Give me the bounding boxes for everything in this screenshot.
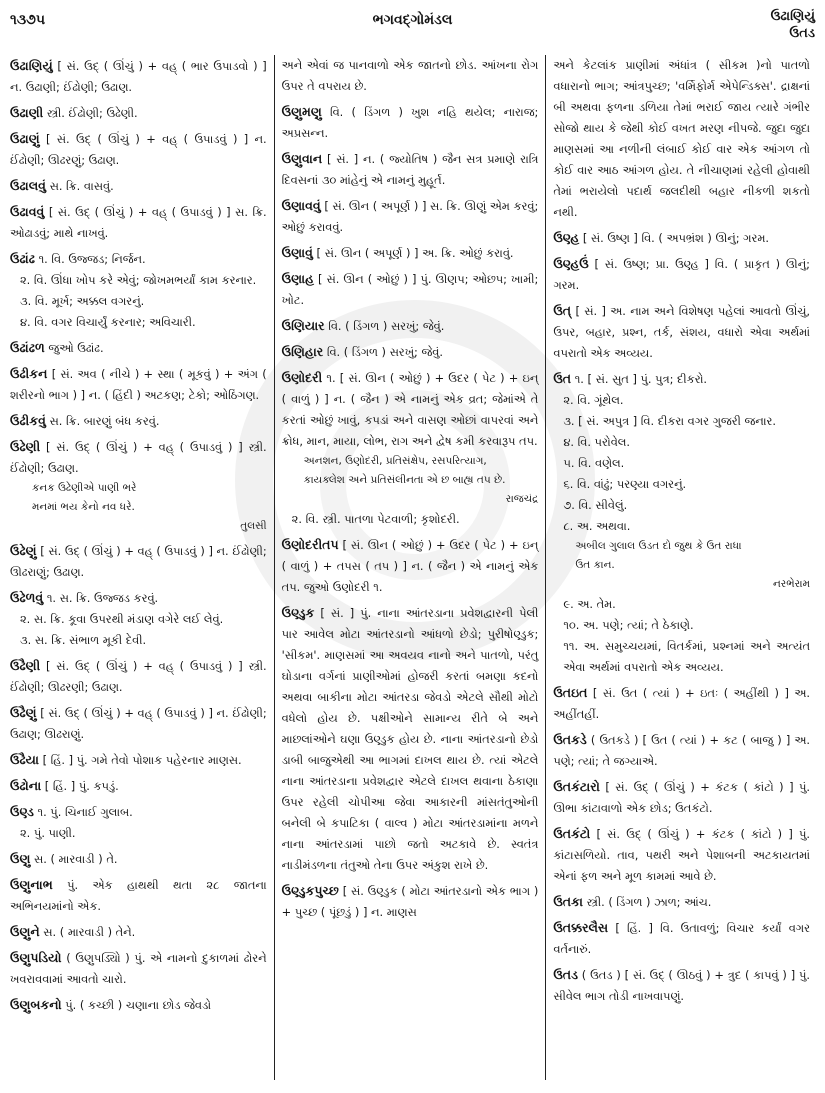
headword: ઉણાવું [281, 245, 313, 260]
headword: ઉતકંટારો [553, 779, 600, 794]
sense: ૨. વિ. ગૂંથેલ. [563, 393, 624, 407]
headword: ઉઢોના [10, 778, 42, 793]
dictionary-entry [282, 195, 539, 238]
dictionary-entry [10, 655, 267, 698]
sense: ૩. [ સં. અપુત્ર ] વિ. દીકરા વગર ગુજરી જનાર. [563, 414, 777, 428]
dictionary-entry [10, 702, 267, 745]
dictionary-entry [10, 201, 267, 244]
headword: ઉઢેળવું [10, 590, 44, 605]
definition: [ સં. ઉદ્ ( ઊંચું ) + વહ્ ( ઉપાડવું ) ] ન. ઈંઢોણી; ઊઢરણું; ઉઢાણ. [10, 132, 267, 167]
headword: ઉતક્કરલૈસ [553, 920, 609, 935]
dictionary-entry [10, 337, 267, 359]
definition: [ સં. અવ ( નીચે ) + સ્થા ( મૂકવું ) + અંગ ( શરીરનો ભાગ ) ] ન. ( હિંદી ) અટકણ; ટેકો; ઓઠિંગણ. [10, 367, 267, 402]
dictionary-entry [282, 315, 539, 337]
definition: [ સં. ] ન. ( જ્યોતિષ ) જૈન સત્ર પ્રમાણે રાત્રિ દિવસનાં ૩૦ માંહેનું એ નામનું મુહૂર્ત. [281, 152, 539, 187]
sense: ૨. વિ. સ્ત્રી. પાતળા પેટવાળી; કૃશોદરી. [291, 512, 460, 526]
sense: ૫. વિ. વણેલ. [563, 456, 625, 470]
quote-line: મનમાં ભય કેનો નવ ધરે. [32, 501, 135, 513]
sense: ૪. વિ. વગર વિચાર્યું કરનાર; અવિચારી. [20, 315, 196, 329]
quote-line: કનક ઉઢેણીએ પાણી ભરે [32, 482, 137, 494]
headword: ઉઢૈણું [10, 705, 37, 720]
definition: ૧. [ સં. ઊન ( ઓછું ) + ઉદર ( પેટ ) + ઇન્ ( વાળું ) ] ન. ( જૈન ) એ નામનું એક વ્રત; જેમાંએ તે કરતાં ઓછું ખાવું, કપડાં અને વાસણ ઓછાં વાપરવાં અને ક્રોધ, માન, માયા, લોભ, રાગ અને દ્વેષ કમી કરવારૂપ તપ. [281, 371, 539, 448]
headword: ઉણોદરી [281, 370, 323, 385]
sense: ૯. અ. તેમ. [563, 597, 616, 611]
definition: વિ. ( ડિંગળ ) સરખું; જેવું. [326, 345, 444, 359]
guide-word-last: ઉતડ [789, 26, 815, 41]
column-middle [275, 55, 547, 1080]
definition: [ સં. ઊન ( અપૂર્ણ ) ] અ. ક્રિ. ઓછું કરાવું. [316, 246, 514, 260]
definition: અને એવાં જ પાનવાળો એક જાતનો છોડ. આંખના રોગ ઉપર તે વપરાય છે. [281, 58, 539, 93]
definition: વિ. ( ડિંગળ ) સરખું; જેવું. [328, 319, 445, 333]
headword: ઉણુનાભ [10, 877, 53, 892]
headword: ઉઢાણિયું [10, 58, 53, 73]
headword: ઉણુવાન [281, 151, 323, 166]
dictionary-entry [10, 848, 267, 870]
dictionary-entry [553, 300, 810, 364]
dictionary-entry [553, 917, 810, 960]
quote-attribution: નરભેરામ [772, 578, 811, 590]
headword: ઉણુને [10, 924, 40, 939]
definition: [ સં. ઉદ્ ( ઊંચું ) + વહ્ ( ભાર ઉપાડવો ) ] ન. ઉઢાણી; ઈંઢોણી; ઉઢાણ. [10, 59, 267, 94]
definition: સ્ત્રી. ( ડિંગળ ) ઝાળ; આંચ. [586, 895, 712, 909]
dictionary-entry [10, 749, 267, 771]
headword: ઉણ્ડુકપુચ્છ [281, 883, 339, 898]
book-title: ભગવદ્ગોમંડલ [372, 12, 453, 28]
headword: ઉણુ [10, 851, 31, 866]
guide-words [771, 8, 815, 42]
headword: ઉણ્ડ [10, 804, 34, 819]
sense: ૨. વિ. ઊંધા ખોપ કરે એવું; જોખમભર્યાં કામ કરનાર. [20, 273, 257, 287]
dictionary-entry [10, 436, 267, 536]
headword: ઉત [553, 371, 572, 386]
dictionary-entry [553, 253, 810, 296]
dictionary-entry [553, 823, 810, 887]
definition: [ સં. ઉષ્ણ; પ્રા. ઉણ્હ ] વિ. ( પ્રાકૃત ) ઊનું; ગરમ. [553, 257, 811, 292]
definition: ૧. વિ. ઉજ્જડ; નિર્જન. [38, 252, 146, 266]
headword: ઉણુપડિયો [10, 950, 62, 965]
sense: ૪. વિ. પરોવેલ. [563, 435, 631, 449]
definition: [ સં. ઉદ્ ( ઊંચું ) + વહ્ ( ઉપાડવું ) ] સ. ક્રિ. ઓઢાડવું; માથે નાખવું. [10, 205, 267, 240]
dictionary-entry [553, 729, 810, 772]
definition: ૧. પું. ચિનાઈ ગુલાબ. [37, 805, 133, 819]
definition: [ સં. ઉદ્ ( ઊંચું ) + વહ્ ( ઉપાડવું ) ] ન. ઈંઢોણી; ઊઢરાણું; ઉઢાણ. [10, 544, 267, 579]
dictionary-entry [10, 921, 267, 943]
sense: ૮. અ. અથવા. [563, 519, 631, 533]
definition: સ. ( મારવાડી ) તે. [33, 852, 118, 866]
definition: [ હિં. ] વિ. ઉતાવળું; વિચાર કર્યાં વગર વર્તનારું. [553, 921, 811, 956]
headword: ઉઢાવવું [10, 204, 45, 219]
dictionary-entry [10, 874, 267, 917]
headword: ઉણાહ [281, 271, 314, 286]
definition: સ. ક્રિ. વાસવું. [49, 179, 114, 193]
dictionary-entry [553, 776, 810, 819]
dictionary-entry [282, 880, 539, 923]
definition: [ સં. ઉત ( ત્યાં ) + ઇતઃ ( અહીંથી ) ] અ. અહીંતહીં. [553, 686, 811, 721]
guide-word-first: ઉઢાણિયું [770, 9, 815, 24]
definition: સ્ત્રી. ઈંઢોણી; ઉઢેણી. [46, 106, 138, 120]
citation-quote [553, 537, 810, 594]
dictionary-entry [10, 587, 267, 651]
dictionary-entry [282, 534, 539, 598]
headword: ઉત્ [553, 303, 572, 318]
dictionary-entry [553, 964, 810, 1007]
quote-attribution: રાજચંદ્ર [505, 493, 539, 505]
sense: ૩. વિ. મૂર્ખ; અક્કલ વગરનું. [20, 294, 145, 308]
dictionary-entry [282, 101, 539, 144]
headword: ઉણિહાર [281, 344, 324, 359]
dictionary-entry [282, 268, 539, 311]
dictionary-entry [553, 368, 810, 678]
dictionary-entry [10, 775, 267, 797]
page-number: ૧૩૭૫ [10, 12, 46, 28]
dictionary-entry [282, 367, 539, 530]
headword: ઉતઇત [553, 685, 588, 700]
dictionary-entry [553, 891, 810, 913]
sense: ૨. સ. ક્રિ. કૂવા ઉપરથી મંડાણ વગેરે લઈ લેવું. [20, 612, 224, 626]
headword: ઉતકા [553, 894, 583, 909]
definition: [ સં. ઉદ્ ( ઊંચું ) + વહ્ ( ઉપાડવું ) ] સ્ત્રી. ઈંઢોણી; ઉઢાણ. [10, 440, 267, 475]
sense: ૧૦. અ. પણે; ત્યાં; તે ઠેકાણે. [563, 618, 694, 632]
dictionary-entry [282, 602, 539, 876]
definition: [ સં. ઉષ્ણ ] વિ. ( અપભ્રંશ ) ઊનું; ગરમ. [582, 231, 770, 245]
quote-line: અબીલ ગુલાલ ઉડત દો જુથ કે ઉત રાધા [575, 540, 742, 552]
headword: ઉઢાંઢ [10, 251, 35, 266]
definition: [ સં. ઊન ( ઓછું ) ] પું. ઊણપ; ઓછપ; ખામી; ખોટ. [281, 272, 539, 307]
sense: ૩. સ. ક્રિ. સંભાળ મૂકી દેવી. [20, 633, 147, 647]
definition: સ. ક્રિ. બારણું બંધ કરવું. [49, 414, 160, 428]
headword: ઉઢાલવું [10, 178, 46, 193]
headword: ઉઢીકવું [10, 413, 46, 428]
definition: [ સં. ] પું. નાના આંતરડાના પ્રવેશદ્વારની પેલી પાર આવેલ મોટા આંતરડાનો આંધળો છેડો; પુરીષોણ્ડુક; 'સીકમ'. માણસમાં આ અવયવ નાનો અને પાતળો, પરંતુ ઘોડાના વર્ગનાં પ્રાણીઓમાં હોજરી કરતાં બમણા કદનો અથવા બાકીના મોટા આંતરડા જેવડો એટલે સૌથી મોટો વધેલો હોય છે. પક્ષીઓને સામાન્ય રીતે બે અને માછલાંઓને ઘણા ઉણ્ડુક હોય છે. નાના આંતરડાનો છેડો ડાબી બાજુએથી આ ભાગમાં દાખલ થાય છે. ત્યાં એટલે નાના આંતરડાના પ્રવેશદ્વાર એટલે દાખલ થવાના ઠેકાણા ઉપર રહેલી ચોપીઆ જેવા આકારની માંસતંતુઓની બનેલી બે કપાટિકા ( વાલ્વ ) મોટા આંતરડામાંના મળને નાના આંતરડામાં પાછો જતો અટકાવે છે. સ્વતંત્ર નાડીમંડળના તંતુઓ તેના ઉપર અંકુશ રાખે છે. [281, 606, 539, 872]
headword: ઉઢાણી [10, 105, 44, 120]
dictionary-entry [10, 55, 267, 98]
quote-attribution: તુલસી [240, 520, 267, 532]
headword: ઉઢેણી [10, 439, 41, 454]
definition: જુઓ ઉઢાંઢ. [48, 341, 104, 355]
dictionary-entry [10, 947, 267, 990]
dictionary-entry [553, 227, 810, 249]
definition: [ સં. ઉણ્ડુક ( મોટા આંતરડાનો એક ભાગ ) + પુચ્છ ( પૂંછડું ) ] ન. માણસ [281, 884, 539, 919]
dictionary-entry [282, 341, 539, 363]
headword: ઉણુમણુ [281, 104, 322, 119]
headword: ઉણુબકનો [10, 997, 62, 1012]
definition: પું. એક હાથથી થતા ૨૮ જાતના અભિનયમાંનો એક. [10, 878, 267, 913]
definition: [ સં. ] અ. નામ અને વિશેષણ પહેલાં આવતો ઊંચું, ઉપર, બહાર, પ્રશ્ન, તર્ક, સંશય, વધારો એવા અર્થમાં વપરાતો એક અવ્યય. [553, 304, 811, 360]
headword: ઉઢૈણી [10, 658, 41, 673]
sense: ૬. વિ. વાંઢું; પરણ્યા વગરનું. [563, 477, 687, 491]
headword: ઉઢીકન [10, 366, 48, 381]
sense: ૨. પું. પાણી. [20, 826, 76, 840]
sense: ૧૧. અ. સમુચ્ચયમાં, વિતર્કમાં, પ્રશ્નમાં અને અત્યંત એવા અર્થમાં વપરાતો એક અવ્યય. [563, 639, 811, 674]
definition: ( ઉણુપડ્યિો ) પું. એ નામનો દુકાળમાં ઢોરને ખવરાવવામાં આવતો ચારો. [10, 951, 267, 986]
dictionary-entry [10, 175, 267, 197]
headword: ઉણાવવું [281, 198, 321, 213]
page-header [10, 6, 815, 46]
sense: ૭. વિ. સીવેલું. [563, 498, 628, 512]
dictionary-entry [10, 363, 267, 406]
dictionary-entry [553, 55, 810, 223]
headword: ઉઢાણું [10, 131, 40, 146]
quote-line: કાયક્લેશ અને પ્રતિસંલીનતા એ છ બાહ્ય તપ છે. [303, 474, 506, 486]
dictionary-entry [553, 682, 810, 725]
definition: [ સં. ઉદ્ ( ઊંચું ) + વહ્ ( ઉપાડવું ) ] ન. ઈંઢોણી; ઉઢાણ; ઊઢરાણું. [10, 706, 267, 741]
dictionary-entry [282, 242, 539, 264]
definition: અને કેટલાંક પ્રાણીમાં અંધાંત્ર ( સીકમ )નો પાતળો વધારાનો ભાગ; આંત્રપુચ્છ; 'વર્મિફોર્મ એપેન્ડિક્સ'. દ્રાક્ષનાં બી અથવા ફળના ડળિયા તેમાં ભરાઈ જાય ત્યારે ગંભીર સોજો થાય કે જેથી કોઈ વખત મરણ નીપજે. જુદા જુદા માણસમાં આ નળીની લંબાઈ કોઈ વાર એક આંગળ તો કોઈ વાર આઠ આંગળ હોય. તે નીચાણમાં રહેલી હોવાથી તેમાં ભરાયેલો પદાર્થ જલદીથી બહાર નીકળી શકતો નથી. [553, 58, 811, 219]
definition: સ. ( મારવાડી ) તેને. [43, 925, 136, 939]
definition: [ સં. ઊન ( અપૂર્ણ ) ] સ. ક્રિ. ઊણું એમ કરવું; ઓછું કરાવવું. [281, 199, 539, 234]
definition: [ હિં. ] પું. કપડું. [44, 779, 119, 793]
definition: [ સં. ઉદ્ ( ઊંચું ) + કંટક ( કાંટો ) ] પું. ઊભા કાંટાવાળો એક છોડ; ઉતકંટો. [553, 780, 811, 815]
definition: [ હિં. ] પું. ગમે તેવો પોશાક પહેરનાર માણસ. [42, 753, 242, 767]
dictionary-columns [10, 55, 817, 1093]
headword: ઉણ્હ [553, 230, 580, 245]
column-right [546, 55, 817, 1093]
definition: [ સં. ઉદ્ ( ઊંચું ) + કંટક ( કાંટો ) ] પું. કાંટાસળિયો. તાવ, પથરી અને પેશાબની અટકાયતમાં એનાં ફળ અને મૂળ કામમાં આવે છે. [553, 827, 811, 883]
dictionary-entry [10, 801, 267, 844]
definition: [ સં. ઉદ્ ( ઊંચું ) + વહ્ ( ઉપાડવું ) ] સ્ત્રી. ઈંઢોણી; ઊઢરણી; ઉઢાણ. [10, 659, 267, 694]
dictionary-entry [10, 248, 267, 333]
headword: ઉણ્ડુક [281, 605, 315, 620]
quote-line: અનશન, ઉણોદરી, પ્રતિસંક્ષેપ, રસપરિત્યાગ, [303, 455, 487, 467]
definition: વિ. ( ડિંગળ ) ખુશ નહિ થયેલ; નારાજ; અપ્રસન્ન. [281, 105, 539, 140]
citation-quote [10, 479, 267, 536]
headword: ઉઢેણું [10, 543, 37, 558]
headword: ઉઢાંઢળ [10, 340, 45, 355]
dictionary-entry [282, 148, 539, 191]
definition: પું. ( કચ્છી ) ચણાના છોડ જેવડો [65, 998, 212, 1012]
definition: ૧. [ સં. સુત ] પું. પુત્ર; દીકરો. [574, 372, 708, 386]
dictionary-entry [10, 540, 267, 583]
definition: ૧. સ. ક્રિ. ઉજ્જડ કરવું. [46, 591, 159, 605]
headword: ઉણોદરીતપ [281, 537, 339, 552]
headword: ઉઢૈયા [10, 752, 39, 767]
dictionary-entry [10, 128, 267, 171]
headword: ઉણિયાર [281, 318, 325, 333]
dictionary-entry [10, 410, 267, 432]
headword: ઉતડ [553, 967, 578, 982]
headword: ઉણ્હઉં [553, 256, 589, 271]
headword: ઉતકંટો [553, 826, 591, 841]
definition: ( ઉતકડે ) [ ઉત ( ત્યાં ) + કટ ( બાજુ ) ] અ. પણે; ત્યાં; તે જગ્યાએ. [553, 733, 811, 768]
quote-line: ઉત કાન. [575, 559, 615, 571]
citation-quote [282, 452, 539, 509]
dictionary-entry [282, 55, 539, 97]
dictionary-entry [10, 994, 267, 1016]
definition: [ સં. ઊન ( ઓછું ) + ઉદર ( પેટ ) + ઇન્ ( વાળું ) + તપસ ( તપ ) ] ન. ( જૈન ) એ નામનું એક તપ. જુઓ ઉણોદરી ૧. [281, 538, 539, 594]
dictionary-entry [10, 102, 267, 124]
headword: ઉતકડે [553, 732, 587, 747]
definition: ( ઉતડ ) [ સં. ઉદ્ ( ઊઠવું ) + ત્રુદ ( કાપવું ) ] પું. સીવેલ ભાગ તોડી નાખવાપણું. [553, 968, 810, 1003]
column-left [10, 55, 275, 1080]
